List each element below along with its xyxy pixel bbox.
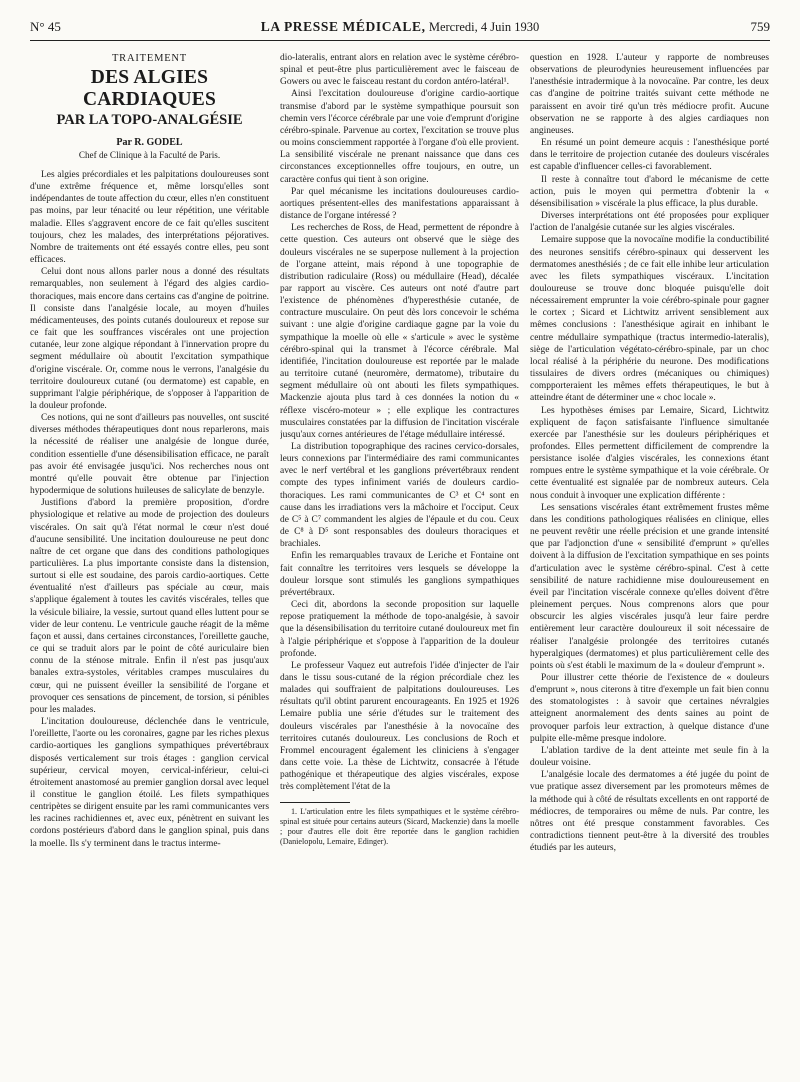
issue-number: N° 45 (30, 19, 61, 34)
paragraph: Enfin les remarquables travaux de Leriche et Fontaine ont fait connaître les territoires vers lesquels se développe la douleur lorsque sont stimulés les ganglions sympathiques prévertébraux. (280, 551, 519, 598)
paragraph: Ceci dit, abordons la seconde proposition sur laquelle repose pratiquement la méthode de topo-analgésie, à savoir que la désensibilisation du territoire cutané douloureux met fin à l'algie périphérique et s'oppose à l'apparition de la douleur profonde. (280, 600, 519, 659)
article-title: DES ALGIES CARDIAQUES (82, 67, 217, 110)
header-center (30, 14, 770, 40)
paragraph: dio-lateralis, entrant alors en relation avec le système cérébro-spinal et peut-être plus particulièrement avec le faisceau de Gowers ou avec le faisceau restant du cordon antéro-latéral¹. (280, 53, 519, 88)
column-1-body (30, 169, 269, 850)
author-affiliation: Chef de Clinique à la Faculté de Paris. (78, 150, 221, 160)
paragraph: Justifions d'abord la première proposition, d'ordre physiologique et relative au mode de projection des douleurs viscérales. On sait qu'à l'état normal le cœur n'est doué d'aucune sensibilité. Une incitation douloureuse ne peut donc naître de cet organe que dans des conditions pathologiques particulières. La plus importante consiste dans la distension, surtout si elle est soudaine, des parois cardio-aortiques. Cette éventualité n'est d'ailleurs pas spéciale au cœur, mais s'applique également à toutes les cavités viscérales, telles que la vésicule biliaire, la vessie, surtout quand elles luttent pour se vider de leur contenu. Le ventricule gauche réagit de la même façon et aussi, dans certaines circonstances, l'oreillette gauche, ce qui se traduit alors par le point de côté auriculaire bien connu de la sténose mitrale. Enfin il n'est pas jusqu'aux banales extra-systoles, véritables crampes musculaires du cœur, qui ne puissent éveiller la sensibilité de l'organe et provoquer ces sensations de pincement, de torsion, si pénibles pour les malades. (30, 498, 269, 715)
article-subtitle: PAR LA TOPO-ANALGÉSIE (56, 112, 243, 128)
paragraph: Le professeur Vaquez eut autrefois l'idée d'injecter de l'air dans le tissu sous-cutané de la région précordiale chez les malades qui souffraient de palpitations douloureuses. Les résultats qu'il obtint parurent encourageants. En 1925 et 1926 Lemaire publia une série d'études sur le traitement des douleurs viscérales par l'anesthésie à la novocaïne des territoires cutanés douloureux. Les conclusions de Roch et Frommel encouragent également les cliniciens à s'engager dans cette voie. La thèse de Lichtwitz, consacrée à l'étude pathogénique et thérapeutique des algies viscérales, expose très complètement l'état de la (280, 660, 519, 793)
footnote: 1. L'articulation entre les filets sympathiques et le système cérébro-spinal est située pour certains auteurs (Sicard, Mackenzie) dans la moelle ; pour d'autres elle doit être reportée dans le ganglion rachidien (Danielopolu, Lemaire, Edinger). (280, 806, 519, 846)
paragraph: Pour illustrer cette théorie de l'existence de « douleurs d'emprunt », nous citerons à titre d'exemple un fait bien connu des stomatologistes : à savoir que certaines névralgies atteignent anormalement des dents saines au point de provoquer parfois leur extraction, à quelque distance d'une pulpite elle-même presque indolore. (530, 672, 769, 744)
paragraph: En résumé un point demeure acquis : l'anesthésique porté dans le territoire de projection cutanée des douleurs viscérales est capable d'influencer celles-ci favorablement. (530, 138, 769, 173)
paragraph: question en 1928. L'auteur y rapporte de nombreuses observations de pleurodynies heureusement influencées par l'anesthésie intradermique à la novocaïne. Par contre, les deux cas d'angine de poitrine traités suivant cette méthode ne paraissent en avoir tiré qu'un très médiocre profit. Aucune observation ne se rapporte à des algies cardiaques non angineuses. (530, 53, 769, 136)
article-byline: Par R. GODEL (116, 137, 183, 148)
paragraph: Ainsi l'excitation douloureuse d'origine cardio-aortique transmise d'abord par le système sympathique poursuit son chemin vers l'écorce cérébrale par une voie d'emprunt d'origine cérébro-spinale. Parvenue au cortex, l'excitation se trouve plus ou moins consciemment rapportée à l'organe d'où elle provient. La sensibilité viscérale ne prenant naissance que dans ces circonstances exceptionnelles offre toujours, en outre, un caractère confus qui tient à son origine. (280, 89, 519, 185)
running-header (30, 14, 770, 41)
paragraph: Ces notions, qui ne sont d'ailleurs pas nouvelles, ont suscité diverses méthodes thérapeutiques dont nous reparlerons, mais la nécessité de réaliser une analgésie de longue durée, condition essentielle d'une désensibilisation efficace, ne paraît pas avoir été envisagée jusqu'ici. Nos recherches nous ont montré qu'elle pouvait être obtenue par l'injection hypodermique de solutions huileuses de salicylate de benzyle. (30, 413, 269, 497)
column-2 (280, 52, 519, 1070)
paragraph: Celui dont nous allons parler nous a donné des résultats remarquables, non seulement à l'égard des algies cardio-thoraciques, mais encore dans certains cas d'angine de poitrine. Il consiste dans l'analgésie locale, au moyen d'huiles médicamenteuses, des points cutanés douloureux et repose sur ce fait que les souffrances viscérales ont une projection cutanée, leur zone algique répondant à l'innervation propre du segment médullaire où aboutit l'excitation sympathique d'origine viscérale. Or, comme nous le verrons, l'analgésie du territoire douloureux cutané (ou dermatome) est capable, en supprimant l'algie périphérique, de s'opposer à l'apparition de la douleur profonde. (30, 267, 269, 411)
paragraph: La distribution topographique des racines cervico-dorsales, leurs connexions par l'intermédiaire des rami communicantes avec le nerf vertébral et les ganglions prévertébraux rendent compte des types infiniment variés de douleurs cardio-thoraciques. Les rami communicantes de C³ et C⁴ sont en cause dans les irradiations vers la mâchoire et l'occiput. Ceux de C⁵ à C⁷ commandent les algies de l'épaule et du cou. Ceux de C⁸ à D⁵ sont responsables des douleurs thoraciques et brachiales. (280, 442, 519, 550)
journal-name: LA PRESSE MÉDICALE, (260, 19, 426, 34)
paragraph: L'incitation douloureuse, déclenchée dans le ventricule, l'oreillette, l'aorte ou les coronaires, gagne par les riches plexus cardio-aortiques les ganglions sympathiques prévertébraux disposés verticalement sur trois étages : ganglion cervical supérieur, cervical moyen, cervical-inférieur, celui-ci étroitement anastomosé au premier ganglion dorsal avec lequel il constitue le ganglion étoilé. Les filets sympathiques centripètes se dirigent ensuite par les rami communicantes vers les racines rachidiennes et, avec eux, pénètrent en suivant les cordons postérieurs d'abord dans le ganglion spinal, puis dans la moelle. Ils s'y terminent dans le tractus interme- (30, 717, 269, 849)
paragraph: Diverses interprétations ont été proposées pour expliquer l'action de l'analgésie cutanée sur les algies viscérales. (530, 211, 769, 234)
paragraph: Les sensations viscérales étant extrêmement frustes même dans les conditions pathologiques réalisées en clinique, elles ne peuvent revêtir une réelle précision et une grande intensité que par l'adjonction d'une « sensibilité d'emprunt » qu'elles doivent à la diffusion de l'excitation sympathique en ses points d'articulation avec le système cérébro-spinal. C'est à cette sensibilité de nature rachidienne mise douloureusement en éveil par l'incitation viscérale connexe qu'elles doivent d'être pleinement perçues. Nous comprenons alors que pour obscurcir les algies viscérales jusqu'à leur faire perdre entièrement leur caractère douloureux il soit nécessaire de réaliser l'analgésie prolongée des territoires cutanés hyperalgiques (dermatomes) et plus particulièrement celle des points où s'est établi le maximum de la « douleur d'emprunt ». (530, 502, 769, 671)
article-kicker: TRAITEMENT (111, 53, 188, 64)
paragraph: Les recherches de Ross, de Head, permettent de répondre à cette question. Ces auteurs ont observé que le siège des douleurs viscérales ne se superpose nullement à la projection de l'organe atteint, mais répond à une topographie de distribution radiculaire (Ross) ou médullaire (Head), décalée par rapport au viscère. Ces auteurs ont noté d'autre part l'existence de phénomènes d'hyperesthésie cutanée, de contracture musculaire. On peut dès lors concevoir le schéma suivant : une algie d'origine cardiaque gagne par la voie du sympathique la moelle où elle « s'articule » avec le système cérébro-spinal qui la transmet à l'écorce cérébrale. Mal identifiée, l'incitation douloureuse est reportée par le malade au territoire cutané (neuromère, dermatome), tributaire du segment médullaire où ont abouti les filets sympathiques. Mackenzie ajouta plus tard à ces données la notion du « réflexe viscéro-moteur » ; elle explique les contractures musculaires constatées par la diffusion de l'incitation viscérale jusqu'aux cornes antérieures de l'étage médullaire intéressé. (280, 223, 519, 440)
issue-date: Mercredi, 4 Juin 1930 (428, 20, 540, 34)
page-number: 759 (750, 19, 770, 34)
paragraph: Par quel mécanisme les incitations douloureuses cardio-aortiques présentent-elles des manifestations apparaissant à distance de l'organe intéressé ? (280, 186, 519, 222)
paragraph: Les algies précordiales et les palpitations douloureuses sont d'une extrême fréquence et, même lorsqu'elles sont indépendantes de toute affection du cœur, elles n'en constituent pas moins, par leur ténacité ou leur répétition, une véritable maladie. Elles s'aggravent encore de ce fait qu'elles suscitent toujours, chez les malades, des interprétations péjoratives. Nombre de traitements ont été essayés contre elles, peu sont efficaces. (30, 170, 269, 266)
paragraph: L'analgésie locale des dermatomes a été jugée du point de vue pratique assez diversement par les promoteurs mêmes de la méthode qui à côté de résultats excellents en ont rapporté de médiocres, de temporaires ou même de nuls. Par contre, les nôtres ont été presque constamment favorables. Ces contradictions tiennent peut-être à la diversité des troubles étudiés par les auteurs, (530, 770, 769, 854)
paragraph: Lemaire suppose que la novocaïne modifie la conductibilité des neurones sensitifs cérébro-spinaux qui desservent les dermatomes anesthésiés ; de ce fait elle inhibe leur articulation avec les filets sympathiques viscéraux. L'incitation douloureuse se trouve donc bloquée puisqu'elle doit nécessairement emprunter la voie cérébro-spinale pour gagner le cortex ; Sicard et Lichtwitz arrivent sensiblement aux mêmes conclusions : l'anesthésique agirait en inhibant le centre médullaire sympathique (tractus intermedio-lateralis), siège de l'articulation végétato-cérébro-spinale, par un choc local réalisé à la périphérie du neurone. Des modifications tissulaires de divers ordres (mécaniques ou chimiques) compporteraient les mêmes effets thérapeutiques, le but à atteindre étant de déterminer une « choc locale ». (530, 235, 769, 404)
article-title-block (30, 52, 269, 161)
column-3 (530, 52, 769, 1070)
paragraph: L'ablation tardive de la dent atteinte met seule fin à la douleur voisine. (530, 745, 769, 769)
paragraph: Il reste à connaître tout d'abord le mécanisme de cette action, puis le moyen qui permettra d'obtenir la « désensibilisation » viscérale la plus efficace, la plus durable. (530, 174, 769, 209)
footnote-divider (280, 802, 350, 803)
column-1 (30, 52, 269, 1070)
paragraph: Les hypothèses émises par Lemaire, Sicard, Lichtwitz expliquent de façon satisfaisante l'influence simultanée exercée par l'anesthésie sur les douleurs périphériques et profondes. Elles permettent difficilement de comprendre la persistance isolée d'algies viscérales, les connexions étant rompues entre le système sympathique et la voie cérébrale. Or cette éventualité est signalée par de nombreux auteurs. Cela nous conduit à invoquer une explication différente : (530, 405, 769, 501)
article-columns (30, 52, 770, 1070)
